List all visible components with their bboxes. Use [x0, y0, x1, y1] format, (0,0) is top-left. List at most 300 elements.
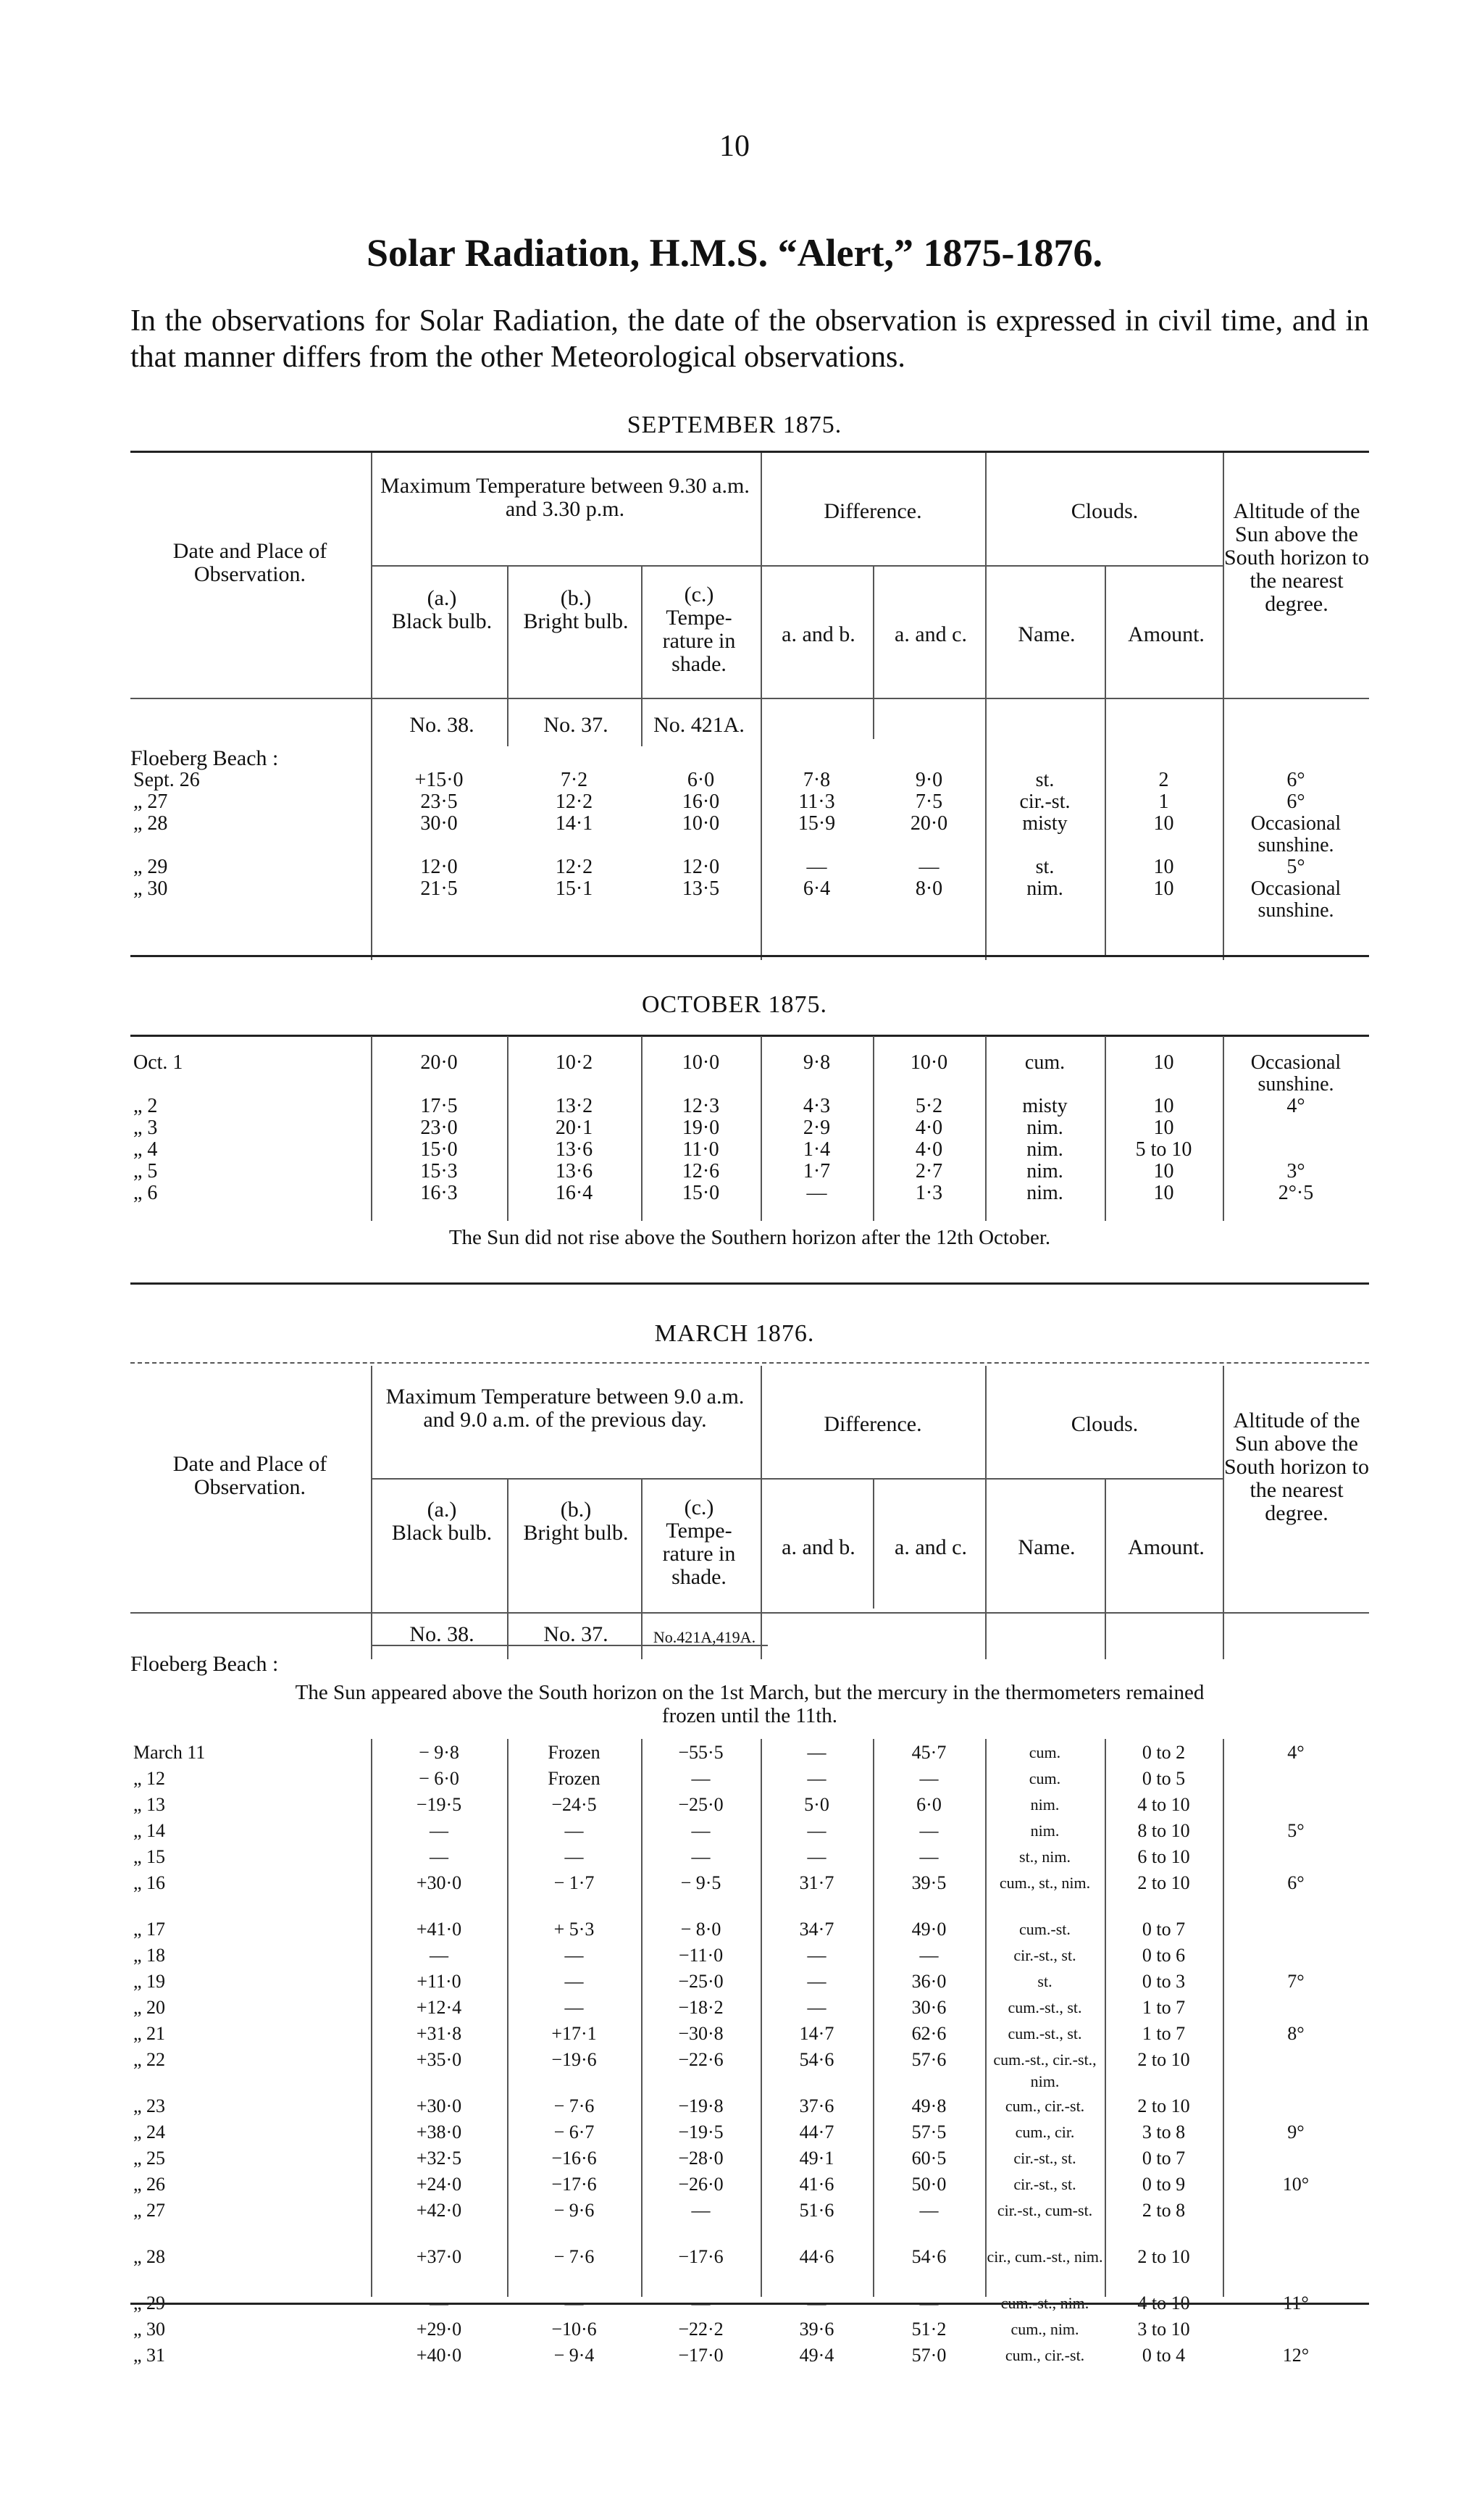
- bright-bulb-cell: —: [564, 1997, 584, 2018]
- cloud-amount-cell: 2 to 10: [1137, 1872, 1190, 1893]
- diff-a-c-cell: 7·5: [915, 791, 943, 813]
- black-bulb-cell: —: [430, 1846, 448, 1867]
- shade-temp-cell: 10·0: [682, 1052, 720, 1074]
- october-table: [130, 1052, 1369, 1204]
- shade-temp-cell: —: [691, 1820, 711, 1841]
- col-a-label: Black bulb.: [391, 1521, 493, 1545]
- sun-altitude-cell: 8°: [1287, 2023, 1305, 2044]
- black-bulb-cell: +32·5: [416, 2148, 462, 2169]
- bright-bulb-cell: 13·6: [555, 1161, 593, 1182]
- black-bulb-cell: +37·0: [416, 2246, 462, 2267]
- sun-altitude-cell: 5°: [1287, 1820, 1305, 1841]
- black-bulb-cell: 16·3: [420, 1182, 458, 1204]
- diff-a-b-cell: 49·4: [799, 2345, 834, 2366]
- table-row: [130, 856, 1369, 878]
- instrument-b: No. 37.: [543, 1622, 608, 1646]
- sun-altitude-cell: [1223, 1919, 1369, 1945]
- instrument-c: No. 421A.: [653, 713, 745, 737]
- diff-a-b-cell: —: [807, 1997, 826, 2018]
- black-bulb-cell: − 6·0: [419, 1768, 459, 1789]
- col-b-label: Bright bulb.: [523, 1521, 629, 1545]
- sun-altitude-cell: 6°: [1286, 791, 1305, 813]
- black-bulb-cell: +35·0: [416, 2049, 462, 2070]
- bright-bulb-cell: 15·1: [555, 878, 593, 900]
- black-bulb-cell: +11·0: [417, 1971, 461, 1992]
- bright-bulb-cell: —: [564, 1971, 584, 1992]
- shade-temp-cell: −17·6: [678, 2246, 724, 2267]
- shade-temp-cell: 6·0: [687, 769, 715, 791]
- a-and-b-header: a. and b.: [782, 1535, 855, 1559]
- bright-bulb-cell: − 7·6: [553, 2246, 595, 2267]
- black-bulb-cell: 21·5: [420, 878, 458, 900]
- altitude-header: Altitude of the Sun above the South horizon to the nearest degree.: [1224, 1409, 1369, 1525]
- cloud-name-cell: cum.-st., cir.-st., nim.: [993, 2050, 1097, 2090]
- date-cell: „ 16: [133, 1872, 166, 1893]
- diff-a-b-cell: 11·3: [798, 791, 835, 813]
- table-row: [130, 1768, 1369, 1794]
- shade-temp-cell: 19·0: [682, 1117, 720, 1139]
- table-row: [130, 1161, 1369, 1182]
- clouds-header: Clouds.: [1071, 499, 1139, 523]
- table-row: [130, 1872, 1369, 1919]
- cloud-amount-cell: 2 to 10: [1137, 2246, 1190, 2267]
- date-cell: „ 14: [133, 1820, 166, 1841]
- table-row: [130, 1945, 1369, 1971]
- diff-a-b-cell: 37·6: [799, 2095, 834, 2116]
- col-c-header: [645, 1496, 753, 1589]
- shade-temp-cell: —: [691, 1768, 711, 1789]
- bright-bulb-cell: +17·1: [551, 2023, 597, 2044]
- date-cell: „ 15: [133, 1846, 166, 1867]
- cloud-amount-cell: 0 to 7: [1142, 2148, 1186, 2169]
- col-b-header: [511, 587, 641, 633]
- diff-a-b-cell: 9·8: [803, 1052, 831, 1074]
- sun-altitude-cell: [1223, 1945, 1369, 1971]
- table-row: [130, 2246, 1369, 2292]
- cloud-name-cell: cum.-st., st.: [1008, 2024, 1082, 2043]
- col-a-label: Black bulb.: [391, 609, 493, 633]
- cloud-name-cell: cir.-st., st.: [1013, 1946, 1076, 1964]
- bright-bulb-cell: —: [564, 2292, 584, 2314]
- black-bulb-cell: +30·0: [416, 2095, 462, 2116]
- sun-altitude-cell: 6°: [1286, 769, 1305, 791]
- diff-a-c-cell: 57·0: [911, 2345, 947, 2366]
- diff-a-c-cell: 54·6: [911, 2246, 947, 2267]
- diff-a-b-cell: 4·3: [803, 1096, 831, 1117]
- march-table: [130, 1742, 1369, 2371]
- diff-a-b-cell: 15·9: [798, 813, 836, 835]
- instrument-b: No. 37.: [543, 713, 608, 737]
- diff-a-c-cell: —: [919, 2292, 939, 2314]
- shade-temp-cell: −26·0: [678, 2174, 724, 2195]
- shade-temp-cell: − 9·5: [680, 1872, 721, 1893]
- diff-a-b-cell: 49·1: [799, 2148, 834, 2169]
- bright-bulb-cell: 16·4: [555, 1182, 593, 1204]
- cloud-amount-cell: 10: [1153, 878, 1174, 900]
- sun-altitude-cell: 9°: [1287, 2121, 1305, 2143]
- black-bulb-cell: 23·5: [420, 791, 458, 813]
- diff-a-c-cell: 30·6: [911, 1997, 947, 2018]
- cloud-name-cell: cir.-st., cum-st.: [997, 2201, 1093, 2219]
- cloud-amount-cell: 10: [1153, 1096, 1174, 1117]
- march-note: The Sun appeared above the South horizon on the 1st March, but the mercury in the thermometers remained frozen until the 11th.: [295, 1681, 1205, 1727]
- shade-temp-cell: 10·0: [682, 813, 720, 835]
- cloud-amount-cell: 10: [1153, 1117, 1174, 1139]
- diff-a-b-cell: 1·4: [803, 1139, 831, 1161]
- date-cell: „ 17: [133, 1919, 166, 1940]
- col-b-header: [511, 1498, 641, 1545]
- cloud-amount-cell: 2 to 10: [1137, 2049, 1190, 2070]
- bright-bulb-cell: 13·6: [555, 1139, 593, 1161]
- shade-temp-cell: —: [691, 1846, 711, 1867]
- bright-bulb-cell: −10·6: [551, 2319, 597, 2340]
- diff-a-b-cell: 1·7: [803, 1161, 831, 1182]
- sun-altitude-cell: [1223, 2148, 1369, 2174]
- bright-bulb-cell: —: [564, 1846, 584, 1867]
- diff-a-b-cell: 5·0: [804, 1794, 829, 1815]
- bright-bulb-cell: −19·6: [551, 2049, 597, 2070]
- cloud-name-cell: misty: [1022, 1096, 1068, 1117]
- black-bulb-cell: +15·0: [414, 769, 464, 791]
- cloud-amount-cell: 0 to 4: [1142, 2345, 1186, 2366]
- diff-a-b-cell: —: [807, 1742, 826, 1763]
- date-cell: „ 2: [133, 1096, 158, 1117]
- black-bulb-cell: − 9·8: [419, 1742, 459, 1763]
- diff-a-c-cell: 62·6: [911, 2023, 947, 2044]
- sun-altitude-cell: [1223, 2200, 1369, 2246]
- cloud-amount-cell: 4 to 10: [1137, 1794, 1190, 1815]
- bright-bulb-cell: − 7·6: [553, 2095, 595, 2116]
- shade-temp-cell: −22·6: [678, 2049, 724, 2070]
- table-row: [130, 1139, 1369, 1161]
- shade-temp-cell: − 8·0: [680, 1919, 721, 1940]
- date-cell: March 11: [133, 1742, 206, 1763]
- cloud-name-cell: cum., st., nim.: [999, 1874, 1091, 1892]
- cloud-name-cell: cir.-st., st.: [1013, 2149, 1076, 2167]
- sun-altitude-cell: [1223, 1846, 1369, 1872]
- table-row: [130, 1919, 1369, 1945]
- bright-bulb-cell: 10·2: [555, 1052, 593, 1074]
- max-temp-header: Maximum Temperature between 9.0 a.m. and 9.0 a.m. of the previous day.: [385, 1385, 745, 1432]
- black-bulb-cell: —: [430, 2292, 448, 2314]
- diff-a-b-cell: —: [806, 856, 827, 878]
- shade-temp-cell: −25·0: [678, 1794, 724, 1815]
- table-row: [130, 1971, 1369, 1997]
- date-cell: „ 27: [133, 791, 168, 813]
- bright-bulb-cell: − 6·7: [553, 2121, 595, 2143]
- diff-a-b-cell: 44·7: [799, 2121, 834, 2143]
- sun-altitude-cell: Occasional sunshine.: [1250, 878, 1342, 922]
- cloud-amount-cell: 6 to 10: [1137, 1846, 1190, 1867]
- cloud-amount-cell: 0 to 2: [1142, 1742, 1186, 1763]
- diff-a-c-cell: 8·0: [915, 878, 943, 900]
- diff-a-c-cell: 60·5: [911, 2148, 947, 2169]
- a-and-c-header: a. and c.: [895, 1535, 967, 1559]
- date-cell: „ 3: [133, 1117, 158, 1139]
- cloud-amount-cell: 0 to 7: [1142, 1919, 1186, 1940]
- diff-a-c-cell: 4·0: [915, 1117, 943, 1139]
- diff-a-c-cell: 51·2: [911, 2319, 947, 2340]
- october-heading: OCTOBER 1875.: [641, 991, 828, 1018]
- col-a-letter: (a.): [427, 586, 457, 610]
- cloud-name-cell: st.: [1035, 856, 1055, 878]
- date-cell: „ 6: [133, 1182, 158, 1204]
- date-cell: „ 19: [133, 1971, 166, 1992]
- cloud-name-cell: nim.: [1026, 1161, 1063, 1182]
- date-cell: „ 31: [133, 2345, 166, 2366]
- black-bulb-cell: 12·0: [420, 856, 458, 878]
- sun-altitude-cell: [1223, 1997, 1369, 2023]
- diff-a-c-cell: 20·0: [910, 813, 948, 835]
- bright-bulb-cell: 12·2: [555, 791, 593, 813]
- table-row: [130, 769, 1369, 791]
- bright-bulb-cell: −24·5: [551, 1794, 597, 1815]
- cloud-amount-cell: 3 to 10: [1137, 2319, 1190, 2340]
- diff-a-c-cell: —: [918, 856, 939, 878]
- max-temp-header: Maximum Temperature between 9.30 a.m. and 3.30 p.m.: [380, 474, 750, 521]
- table-row: [130, 813, 1369, 856]
- rule: [130, 451, 1369, 453]
- cloud-amount-cell: 1 to 7: [1142, 2023, 1186, 2044]
- cloud-name-cell: cir., cum.-st., nim.: [987, 2248, 1103, 2266]
- bright-bulb-cell: 7·2: [560, 769, 588, 791]
- shade-temp-cell: −25·0: [678, 1971, 724, 1992]
- cloud-name-cell: cum.-st., nim.: [1000, 2294, 1089, 2312]
- date-cell: „ 26: [133, 2174, 166, 2195]
- sun-altitude-cell: [1223, 2319, 1369, 2345]
- diff-a-c-cell: 4·0: [915, 1139, 943, 1161]
- shade-temp-cell: −19·8: [678, 2095, 724, 2116]
- rule: [130, 2303, 1369, 2305]
- diff-a-b-cell: —: [807, 1846, 826, 1867]
- table-row: [130, 878, 1369, 922]
- col-a-header: [377, 587, 507, 633]
- bright-bulb-cell: Frozen: [548, 1742, 600, 1763]
- table-row: [130, 1997, 1369, 2023]
- date-cell: „ 25: [133, 2148, 166, 2169]
- cloud-amount-cell: 10: [1153, 1161, 1174, 1182]
- diff-a-c-cell: —: [919, 1768, 939, 1789]
- shade-temp-cell: −55·5: [678, 1742, 724, 1763]
- table-row: [130, 2174, 1369, 2200]
- september-place: Floeberg Beach :: [130, 746, 279, 770]
- bright-bulb-cell: − 9·6: [553, 2200, 595, 2221]
- cloud-name-cell: nim.: [1026, 878, 1063, 900]
- a-and-c-header: a. and c.: [895, 622, 967, 646]
- cloud-name-cell: nim.: [1026, 1117, 1063, 1139]
- table-row: [130, 2023, 1369, 2049]
- diff-a-c-cell: 10·0: [910, 1052, 948, 1074]
- table-row: [130, 1182, 1369, 1204]
- cloud-amount-cell: 0 to 3: [1142, 1971, 1186, 1992]
- cloud-name-cell: nim.: [1026, 1182, 1063, 1204]
- cloud-amount-cell: 10: [1153, 856, 1174, 878]
- date-cell: „ 30: [133, 878, 168, 900]
- cloud-name-cell: nim.: [1030, 1822, 1060, 1840]
- cloud-amount-cell: 1 to 7: [1142, 1997, 1186, 2018]
- col-c-header: [645, 583, 753, 676]
- diff-a-b-cell: 31·7: [799, 1872, 834, 1893]
- diff-a-c-cell: 45·7: [911, 1742, 947, 1763]
- table-row: [130, 2345, 1369, 2371]
- shade-temp-cell: 15·0: [682, 1182, 720, 1204]
- date-cell: Oct. 1: [133, 1052, 183, 1074]
- bright-bulb-cell: 20·1: [555, 1117, 593, 1139]
- black-bulb-cell: +42·0: [416, 2200, 462, 2221]
- clouds-header: Clouds.: [1071, 1412, 1139, 1436]
- bright-bulb-cell: —: [564, 1945, 584, 1966]
- date-cell: „ 20: [133, 1997, 166, 2018]
- cloud-name-cell: cir.-st.: [1019, 791, 1071, 813]
- bright-bulb-cell: −17·6: [551, 2174, 597, 2195]
- black-bulb-cell: +12·4: [416, 1997, 462, 2018]
- date-cell: „ 18: [133, 1945, 166, 1966]
- col-c-label: Tempe- rature in shade.: [662, 606, 736, 676]
- black-bulb-cell: +31·8: [416, 2023, 462, 2044]
- cloud-amount-cell: 2 to 8: [1142, 2200, 1186, 2221]
- black-bulb-cell: —: [430, 1820, 448, 1841]
- date-place-header: Date and Place of Observation.: [172, 1452, 327, 1499]
- sun-altitude-cell: 10°: [1282, 2174, 1310, 2195]
- date-cell: „ 13: [133, 1794, 166, 1815]
- diff-a-b-cell: —: [807, 2292, 826, 2314]
- sun-altitude-cell: 12°: [1282, 2345, 1310, 2366]
- black-bulb-cell: 15·3: [420, 1161, 458, 1182]
- diff-a-b-cell: —: [807, 1768, 826, 1789]
- black-bulb-cell: +30·0: [416, 1872, 462, 1893]
- sun-altitude-cell: [1223, 1117, 1369, 1139]
- table-row: [130, 1820, 1369, 1846]
- cloud-amount-cell: 0 to 6: [1142, 1945, 1186, 1966]
- shade-temp-cell: −11·0: [678, 1945, 724, 1966]
- diff-a-b-cell: 2·9: [803, 1117, 831, 1139]
- table-row: [130, 1117, 1369, 1139]
- shade-temp-cell: −18·2: [678, 1997, 724, 2018]
- date-cell: „ 27: [133, 2200, 166, 2221]
- cloud-name-cell: cum.: [1029, 1743, 1061, 1761]
- shade-temp-cell: 16·0: [682, 791, 720, 813]
- cloud-name-cell: cum., cir.-st.: [1005, 2346, 1085, 2364]
- cloud-name-cell: cum.: [1024, 1052, 1066, 1074]
- cloud-name-cell: cum.-st.: [1019, 1920, 1071, 1938]
- shade-temp-cell: −28·0: [678, 2148, 724, 2169]
- diff-a-b-cell: —: [807, 1945, 826, 1966]
- black-bulb-cell: 30·0: [420, 813, 458, 835]
- shade-temp-cell: 13·5: [682, 878, 720, 900]
- diff-a-b-cell: 6·4: [803, 878, 831, 900]
- a-and-b-header: a. and b.: [782, 622, 855, 646]
- date-cell: „ 4: [133, 1139, 158, 1161]
- diff-a-c-cell: 50·0: [911, 2174, 947, 2195]
- table-row: [130, 2319, 1369, 2345]
- date-cell: „ 23: [133, 2095, 166, 2116]
- cloud-name-cell: cum.: [1029, 1769, 1061, 1787]
- date-cell: „ 29: [133, 856, 168, 878]
- cloud-name-cell: st.: [1035, 769, 1055, 791]
- col-a-letter: (a.): [427, 1498, 457, 1522]
- diff-a-b-cell: 41·6: [799, 2174, 834, 2195]
- black-bulb-cell: 23·0: [420, 1117, 458, 1139]
- difference-header: Difference.: [824, 1412, 922, 1436]
- table-row: [130, 2095, 1369, 2121]
- diff-a-c-cell: —: [919, 2200, 939, 2221]
- col-c-label: Tempe- rature in shade.: [662, 1519, 736, 1589]
- table-row: [130, 1742, 1369, 1768]
- black-bulb-cell: 17·5: [420, 1096, 458, 1117]
- date-place-header: Date and Place of Observation.: [172, 539, 327, 586]
- table-row: [130, 791, 1369, 813]
- shade-temp-cell: 12·3: [682, 1096, 720, 1117]
- instrument-a: No. 38.: [409, 713, 474, 737]
- bright-bulb-cell: −16·6: [551, 2148, 597, 2169]
- cloud-name-cell: st.: [1037, 1972, 1052, 1990]
- shade-temp-cell: −22·2: [678, 2319, 724, 2340]
- march-place: Floeberg Beach :: [130, 1652, 279, 1676]
- page-number: 10: [719, 130, 750, 163]
- diff-a-c-cell: —: [919, 1820, 939, 1841]
- cloud-amount-cell: 10: [1153, 813, 1174, 835]
- cloud-name-cell: misty: [1022, 813, 1068, 835]
- sun-altitude-cell: 5°: [1286, 856, 1305, 878]
- cloud-amount-cell: 3 to 8: [1142, 2121, 1186, 2143]
- diff-a-b-cell: 51·6: [799, 2200, 834, 2221]
- table-row: [130, 2049, 1369, 2095]
- diff-a-b-cell: 54·6: [799, 2049, 834, 2070]
- date-cell: „ 5: [133, 1161, 158, 1182]
- date-cell: „ 30: [133, 2319, 166, 2340]
- date-cell: Sept. 26: [133, 769, 200, 791]
- sun-altitude-cell: 4°: [1287, 1742, 1305, 1763]
- table-row: [130, 2121, 1369, 2148]
- cloud-amount-cell: 5 to 10: [1135, 1139, 1192, 1161]
- cloud-amount-cell: 0 to 9: [1142, 2174, 1186, 2195]
- table-row: [130, 1846, 1369, 1872]
- bright-bulb-cell: —: [564, 1820, 584, 1841]
- diff-a-c-cell: 49·8: [911, 2095, 947, 2116]
- sun-altitude-cell: 3°: [1286, 1161, 1305, 1182]
- sun-altitude-cell: 7°: [1287, 1971, 1305, 1992]
- shade-temp-cell: 12·6: [682, 1161, 720, 1182]
- diff-a-c-cell: 39·5: [911, 1872, 947, 1893]
- cloud-name-header: Name.: [1018, 622, 1076, 646]
- diff-a-c-cell: 36·0: [911, 1971, 947, 1992]
- instrument-c: No.421A,419A.: [653, 1628, 756, 1646]
- sun-altitude-cell: [1223, 2095, 1369, 2121]
- sun-altitude-cell: 11°: [1283, 2292, 1309, 2314]
- col-c-letter: (c.): [684, 583, 714, 606]
- march-heading: MARCH 1876.: [654, 1320, 815, 1347]
- diff-a-c-cell: 9·0: [915, 769, 943, 791]
- bright-bulb-cell: − 1·7: [553, 1872, 595, 1893]
- col-b-label: Bright bulb.: [523, 609, 629, 633]
- cloud-name-cell: cum., cir.: [1015, 2123, 1075, 2141]
- cloud-amount-cell: 4 to 10: [1137, 2292, 1190, 2314]
- sun-altitude-cell: Occasional sunshine.: [1250, 1052, 1342, 1096]
- sun-altitude-cell: 4°: [1286, 1096, 1305, 1117]
- diff-a-c-cell: 2·7: [915, 1161, 943, 1182]
- cloud-amount-cell: 2 to 10: [1137, 2095, 1190, 2116]
- diff-a-c-cell: 1·3: [915, 1182, 943, 1204]
- table-row: [130, 2292, 1369, 2319]
- diff-a-b-cell: 34·7: [799, 1919, 834, 1940]
- diff-a-b-cell: —: [807, 1971, 826, 1992]
- september-heading: SEPTEMBER 1875.: [627, 412, 842, 438]
- date-cell: „ 28: [133, 813, 168, 835]
- cloud-amount-cell: 10: [1153, 1052, 1174, 1074]
- bright-bulb-cell: + 5·3: [553, 1919, 595, 1940]
- sun-altitude-cell: [1223, 1139, 1369, 1161]
- date-cell: „ 21: [133, 2023, 166, 2044]
